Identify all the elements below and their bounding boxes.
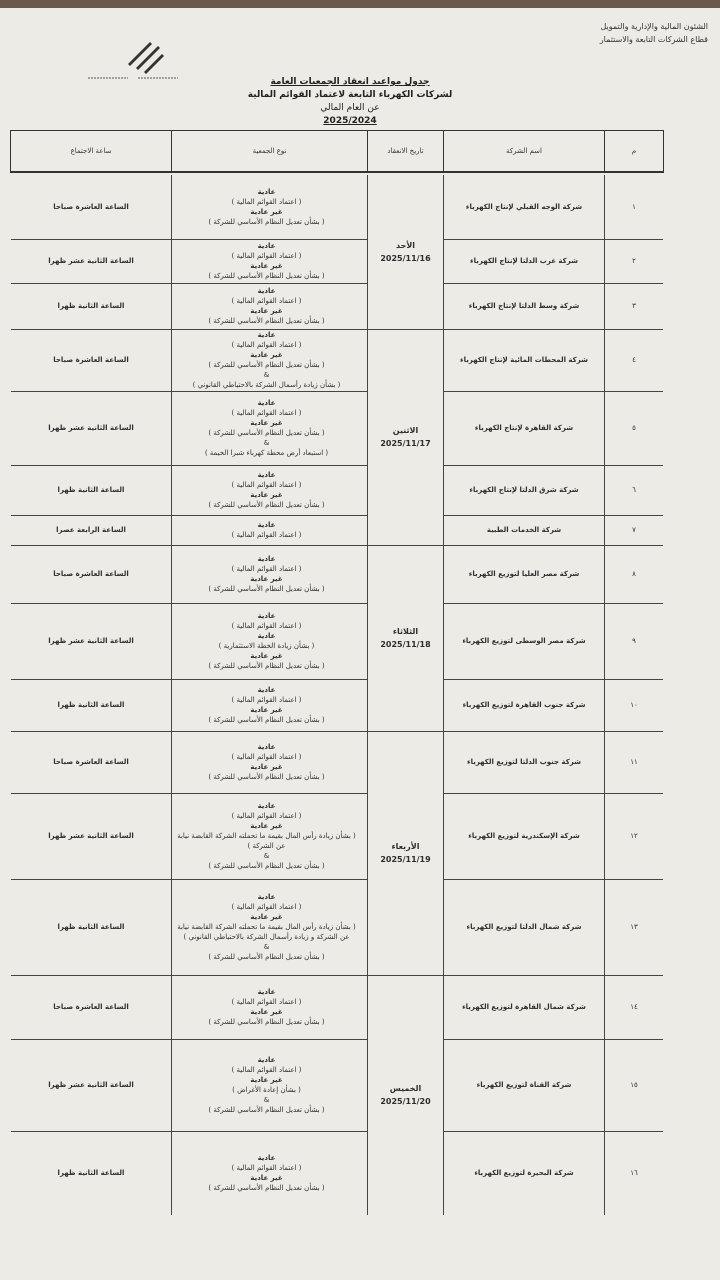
meeting-type-line: ( بشأن تعديل النظام الأساسي للشركة ) (208, 317, 325, 325)
row-number: ٤ (632, 355, 636, 364)
meeting-type (172, 545, 361, 603)
meeting-type-line: عادية (257, 242, 276, 250)
meeting-type-line: & (263, 943, 270, 951)
company-name: شركة القناة لتوزيع الكهرباء (476, 1080, 572, 1089)
row-number: ١٦ (630, 1168, 638, 1177)
meeting-type (172, 879, 361, 975)
meeting-type-line: ( استبعاد أرض محطة كهرباء شبرا الخيمة ) (204, 449, 329, 457)
meeting-time: الساعة الثانية عشر ظهرا (48, 831, 134, 840)
meeting-type-line: ( بشأن زيادة الخطة الاستثمارية ) (218, 642, 315, 650)
row-number: ٢ (632, 256, 636, 265)
meeting-time: الساعة العاشرة صباحا (53, 202, 129, 211)
meeting-time: الساعة الثانية ظهرا (57, 1168, 125, 1177)
meeting-type-line: ( بشأن تعديل النظام الأساسي للشركة ) (208, 862, 325, 870)
company-name: شركة مصر الوسطى لتوزيع الكهرباء (462, 636, 586, 645)
meeting-type-line: عادية (257, 331, 276, 339)
meeting-type-line: عادية (257, 521, 276, 529)
row-number: ١٢ (630, 831, 638, 840)
meeting-type-line: ( بشأن تعديل النظام الأساسي للشركة ) (208, 272, 325, 280)
company-name: شركة شمال القاهرة لتوزيع الكهرباء (462, 1002, 586, 1011)
meeting-date (368, 975, 443, 1215)
company-name: شركة جنوب القاهرة لتوزيع الكهرباء (462, 700, 586, 709)
meeting-type-line: ( اعتماد القوائم المالية ) (231, 753, 302, 761)
meeting-type-line: ( بشأن زيادة رأسمال الشركة بالاحتياطي القانوني ) (192, 381, 341, 389)
row-number: ١٣ (630, 922, 638, 931)
meeting-type (172, 391, 361, 465)
meeting-time: الساعة الثانية عشر ظهرا (48, 256, 134, 265)
meeting-type-line: عادية (257, 287, 276, 295)
meeting-type (172, 1131, 361, 1215)
meeting-day: الخميس (389, 1084, 422, 1093)
meeting-type-line: ( اعتماد القوائم المالية ) (231, 903, 302, 911)
meeting-type-line: غير عادية (250, 575, 283, 583)
meeting-type-line: عادية (257, 555, 276, 563)
meeting-type-line: ( بشأن تعديل النظام الأساسي للشركة ) (208, 716, 325, 724)
document-page (0, 8, 720, 1280)
meeting-date-value: 2025/11/16 (380, 254, 431, 263)
meeting-date (368, 175, 443, 329)
company-name: شركة البحيرة لتوزيع الكهرباء (474, 1168, 574, 1177)
company-name: شركة غرب الدلتا لإنتاج الكهرباء (470, 256, 578, 265)
meeting-type-line: عادية (257, 686, 276, 694)
meeting-type-line: & (263, 852, 270, 860)
row-number: ٨ (632, 569, 636, 578)
header-type: نوع الجمعية (252, 146, 287, 155)
meeting-type-line: ( بشأن زيادة رأس المال بقيمة ما تحملته الشركة القابضة نيابة عن الشركة و زيادة رأسمال الشركة بالاحتياطي القانوني ) (177, 923, 356, 941)
meeting-type-line: ( بشأن تعديل النظام الأساسي للشركة ) (208, 1106, 325, 1114)
meeting-type-line: ( بشأن زيادة رأس المال بقيمة ما تحملته الشركة القابضة نيابة عن الشركة ) (177, 832, 356, 850)
meeting-day: الثلاثاء (392, 627, 419, 636)
document-title: جدول مواعيد انعقاد الجمعيات العامة (270, 77, 430, 87)
row-number: ١ (632, 202, 636, 211)
meeting-type-line: ( اعتماد القوائم المالية ) (231, 812, 302, 820)
meeting-type-line: عادية (257, 188, 276, 196)
meeting-type (172, 175, 361, 239)
meeting-time: الساعة العاشرة صباحا (53, 757, 129, 766)
meeting-date (368, 731, 443, 975)
meeting-date-value: 2025/11/19 (380, 855, 431, 864)
row-number: ١١ (630, 757, 638, 766)
company-name: شركة القاهرة لإنتاج الكهرباء (474, 423, 574, 432)
meeting-type-line: ( بشأن تعديل النظام الأساسي للشركة ) (208, 361, 325, 369)
meeting-type-line: عادية (257, 399, 276, 407)
meeting-time: الساعة العاشرة صباحا (53, 355, 129, 364)
meeting-type-line: ( بشأن تعديل النظام الأساسي للشركة ) (208, 662, 325, 670)
meeting-type-line: & (263, 1096, 270, 1104)
row-number: ١٥ (630, 1080, 638, 1089)
meeting-time: الساعة الثانية ظهرا (57, 700, 125, 709)
organization-header (488, 20, 708, 46)
meeting-date-value: 2025/11/18 (380, 640, 431, 649)
schedule-table (10, 130, 664, 1192)
meeting-type-line: غير عادية (250, 351, 283, 359)
meeting-type-line: غير عادية (250, 262, 283, 270)
meeting-type-line: غير عادية (250, 1174, 283, 1182)
company-name: شركة جنوب الدلتا لتوزيع الكهرباء (466, 757, 582, 766)
meeting-type-line: عادية (257, 1056, 276, 1064)
meeting-type-line: عادية (257, 893, 276, 901)
meeting-type-line: غير عادية (250, 208, 283, 216)
meeting-type-line: عادية (257, 471, 276, 479)
document-subtitle: لشركات الكهرباء التابعة لاعتماد القوائم المالية (247, 90, 453, 100)
meeting-type-line: ( اعتماد القوائم المالية ) (231, 696, 302, 704)
meeting-type-line: ( اعتماد القوائم المالية ) (231, 1164, 302, 1172)
meeting-type-line: غير عادية (250, 822, 283, 830)
meeting-time: الساعة الثانية عشر ظهرا (48, 636, 134, 645)
meeting-type (172, 515, 361, 545)
meeting-type-line: عادية (257, 802, 276, 810)
meeting-type-line: & (263, 371, 270, 379)
meeting-type-line: & (263, 439, 270, 447)
meeting-time: الساعة العاشرة صباحا (53, 1002, 129, 1011)
fiscal-year: 2025/2024 (323, 116, 377, 126)
meeting-type-line: ( اعتماد القوائم المالية ) (231, 622, 302, 630)
meeting-date-value: 2025/11/17 (380, 439, 431, 448)
meeting-type-line: ( اعتماد القوائم المالية ) (231, 565, 302, 573)
meeting-type-line: غير عادية (250, 1076, 283, 1084)
meeting-type-line: ( اعتماد القوائم المالية ) (231, 1066, 302, 1074)
company-name: شركة وسط الدلتا لإنتاج الكهرباء (468, 301, 580, 310)
meeting-day: الاثنين (392, 426, 419, 435)
meeting-type-line: عادية (257, 632, 276, 640)
meeting-type (172, 603, 361, 679)
meeting-type-line: ( اعتماد القوائم المالية ) (231, 198, 302, 206)
table-header-row (11, 131, 663, 172)
meeting-type-line: غير عادية (250, 419, 283, 427)
row-number: ١٤ (630, 1002, 638, 1011)
meeting-type-line: ( بشأن تعديل النظام الأساسي للشركة ) (208, 953, 325, 961)
header-company: اسم الشركة (506, 146, 542, 155)
meeting-type (172, 465, 361, 515)
meeting-date (368, 545, 443, 731)
row-number: ٧ (632, 525, 636, 534)
meeting-type-line: ( اعتماد القوائم المالية ) (231, 341, 302, 349)
meeting-type-line: ( اعتماد القوائم المالية ) (231, 297, 302, 305)
header-date: تاريخ الانعقاد (387, 146, 424, 155)
org-line-2: قطاع الشركات التابعة والاستثمار (599, 35, 708, 44)
meeting-type-line: ( بشأن تعديل النظام الأساسي للشركة ) (208, 773, 325, 781)
row-number: ٣ (632, 301, 636, 310)
org-line-1: الشئون المالية والإدارية والتمويل (600, 22, 708, 31)
meeting-type-line: عادية (257, 988, 276, 996)
meeting-type-line: ( بشأن تعديل النظام الأساسي للشركة ) (208, 1018, 325, 1026)
company-name: شركة مصر العليا لتوزيع الكهرباء (468, 569, 580, 578)
meeting-type-line: ( اعتماد القوائم المالية ) (231, 481, 302, 489)
fiscal-line: عن العام المالي (320, 103, 380, 113)
meeting-day: الأربعاء (391, 842, 420, 851)
meeting-type-line: غير عادية (250, 706, 283, 714)
meeting-time: الساعة الثانية عشر ظهرا (48, 1080, 134, 1089)
meeting-type-line: ( بشأن إعادة الأغراض ) (232, 1086, 301, 1094)
meeting-type-line: غير عادية (250, 1008, 283, 1016)
company-name: شركة شمال الدلتا لتوزيع الكهرباء (466, 922, 582, 931)
meeting-type-line: ( بشأن تعديل النظام الأساسي للشركة ) (208, 501, 325, 509)
meeting-type-line: ( بشأن تعديل النظام الأساسي للشركة ) (208, 1184, 325, 1192)
meeting-type-line: ( بشأن تعديل النظام الأساسي للشركة ) (208, 585, 325, 593)
row-number: ٩ (632, 636, 636, 645)
meeting-time: الساعة الثانية ظهرا (57, 301, 125, 310)
company-name: شركة الوجه القبلي لإنتاج الكهرباء (465, 202, 583, 211)
header-number: م (631, 146, 637, 155)
meeting-time: الساعة الرابعة عصرا (56, 525, 126, 534)
company-name: شركة الخدمات الطبية (486, 525, 562, 534)
meeting-type (172, 239, 361, 283)
meeting-type-line: ( اعتماد القوائم المالية ) (231, 409, 302, 417)
meeting-date (368, 329, 443, 545)
meeting-type-line: ( اعتماد القوائم المالية ) (231, 252, 302, 260)
meeting-type-line: ( اعتماد القوائم المالية ) (231, 998, 302, 1006)
meeting-day: الأحد (395, 241, 416, 250)
meeting-type-line: عادية (257, 743, 276, 751)
meeting-time: الساعة الثانية ظهرا (57, 922, 125, 931)
meeting-type-line: ( اعتماد القوائم المالية ) (231, 531, 302, 539)
document-title-block (200, 76, 500, 128)
meeting-type-line: غير عادية (250, 763, 283, 771)
meeting-date-value: 2025/11/20 (380, 1097, 431, 1106)
meeting-type-line: عادية (257, 612, 276, 620)
meeting-type (172, 1039, 361, 1131)
row-number: ٦ (632, 485, 636, 494)
meeting-type-line: غير عادية (250, 307, 283, 315)
meeting-type (172, 793, 361, 879)
meeting-time: الساعة الثانية عشر ظهرا (48, 423, 134, 432)
row-number: ٥ (632, 423, 636, 432)
meeting-type (172, 975, 361, 1039)
company-name: شركة الإسكندرية لتوزيع الكهرباء (468, 831, 580, 840)
meeting-type-line: غير عادية (250, 913, 283, 921)
meeting-type (172, 283, 361, 329)
meeting-time: الساعة العاشرة صباحا (53, 569, 129, 578)
meeting-type-line: ( بشأن تعديل النظام الأساسي للشركة ) (208, 218, 325, 226)
meeting-type-line: غير عادية (250, 491, 283, 499)
meeting-type-line: ( بشأن تعديل النظام الأساسي للشركة ) (208, 429, 325, 437)
meeting-type (172, 329, 361, 391)
header-time: ساعة الاجتماع (70, 146, 112, 155)
meeting-time: الساعة الثانية ظهرا (57, 485, 125, 494)
company-name: شركة المحطات المائية لإنتاج الكهرباء (460, 355, 588, 364)
meeting-type (172, 731, 361, 793)
meeting-type-line: غير عادية (250, 652, 283, 660)
meeting-type (172, 679, 361, 731)
company-logo (88, 34, 178, 86)
row-number: ١٠ (630, 700, 638, 709)
company-name: شركة شرق الدلتا لإنتاج الكهرباء (469, 485, 579, 494)
meeting-type-line: عادية (257, 1154, 276, 1162)
